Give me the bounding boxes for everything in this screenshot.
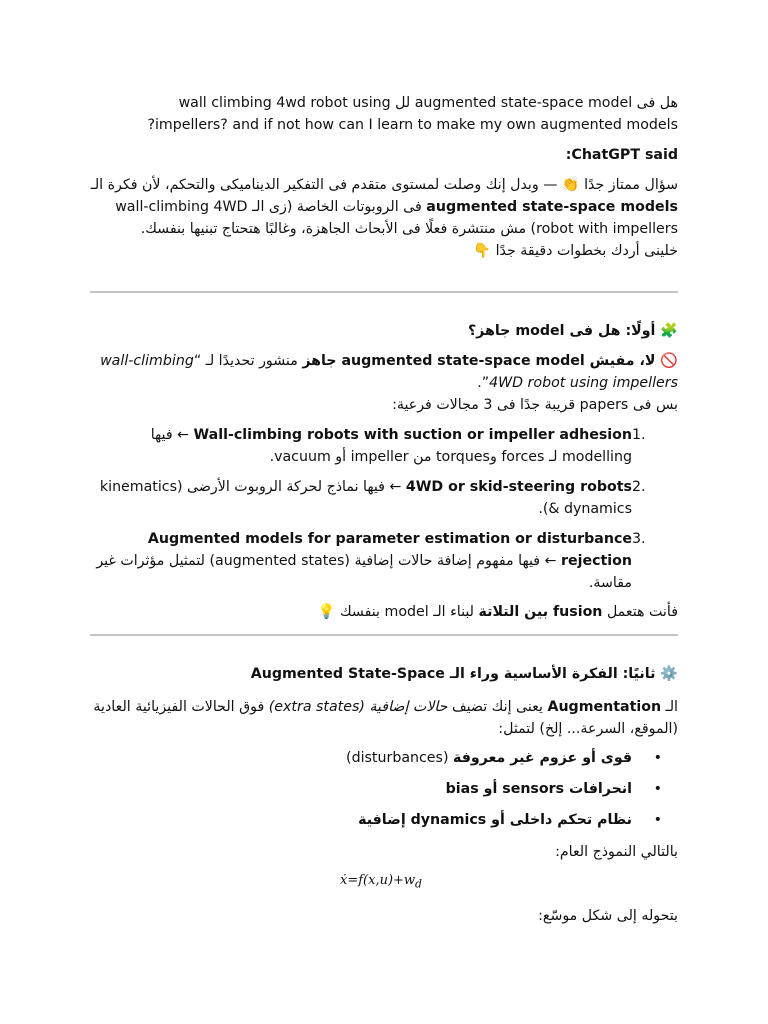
intro-text-2: فى الروبوتات الخاصة (زى الـ wall-climbing 4WD robot with impellers) مش منتشرة فعلًا فى الأبحاث الجاهزة، وغالبًا هتحتاج تبنيها بنفسك.	[115, 199, 678, 237]
item-text: ← فيها نماذج لحركة الروبوت الأرضى (kinematics & dynamics).	[99, 479, 632, 517]
item-bold: Augmented models for parameter estimation or disturbance rejection	[147, 531, 632, 569]
bullet-bold: انحرافات sensors أو bias	[445, 781, 632, 797]
conclusion-post: لبناء الـ model بنفسك 💡	[317, 604, 475, 620]
intro-bold-term: augmented state-space models	[426, 199, 678, 215]
equation-subscript: d	[415, 877, 422, 891]
item-number: 2.	[632, 479, 646, 495]
list-item	[90, 778, 678, 800]
item-bold: 4WD or skid-steering robots	[405, 479, 632, 495]
general-model-label: بالتالي النموذج العام:	[555, 844, 678, 860]
aug-italic: حالات إضافية (extra states)	[268, 699, 448, 715]
section-heading-1: 🧩 أولًا: هل فى model جاهز؟	[467, 323, 678, 339]
aug-post: فوق الحالات الفيزيائية العادية (الموقع، السرعة... إلخ) لتمثل:	[93, 699, 678, 737]
bullet-icon: •	[653, 750, 662, 766]
model-answer	[90, 350, 678, 416]
item-bold: Wall-climbing robots with suction or impeller adhesion	[193, 427, 632, 443]
list-item	[90, 476, 678, 520]
bullet-icon: •	[653, 781, 662, 797]
conclusion-line	[90, 601, 678, 623]
bullet-text: (disturbances)	[346, 750, 449, 766]
list-item	[90, 747, 678, 769]
divider	[90, 634, 678, 636]
aug-mid: يعنى إنك تضيف	[451, 699, 543, 715]
item-text: ← فيها modelling لـ forces وtorques من impeller أو vacuum.	[150, 427, 632, 465]
bullet-bold: قوى أو عزوم غير معروفة	[453, 750, 632, 766]
aug-pre: الـ	[665, 699, 678, 715]
divider	[90, 291, 678, 293]
item-number: 1.	[632, 427, 646, 443]
question-line-2: impellers? and if not how can I learn to make my own augmented models?	[147, 117, 678, 133]
intro-paragraph	[90, 174, 678, 262]
answer-bold: 🚫 لا، مفيش augmented state-space model جاهز	[302, 353, 678, 369]
answer-italic: wall-climbing 4WD robot using impellers	[100, 353, 678, 391]
conclusion-pre: فأنت هتعمل	[606, 604, 678, 620]
list-item	[90, 809, 678, 831]
item-number: 3.	[632, 531, 646, 547]
intro-text-1: سؤال ممتاز جدًا 👏 — وبدل إنك وصلت لمستوى متقدم فى التفكير الديناميكى والتحكم، لأن فكرة الـ	[90, 177, 678, 193]
bullet-icon: •	[653, 812, 662, 828]
intro-text-3: خلينى أردك بخطوات دقيقة جدًا 👇	[473, 243, 678, 259]
section-heading-2: ⚙️ ثانيًا: الفكرة الأساسية وراء الـ Augmented State-Space	[250, 666, 678, 682]
speaker-label: ChatGPT said:	[565, 147, 678, 163]
equation-body: ẋ=f(x,u)+w	[340, 873, 416, 888]
list-item	[90, 424, 678, 468]
item-text: ← فيها مفهوم إضافة حالات إضافية (augmented states) لتمثيل مؤثرات غير مقاسة.	[96, 553, 632, 591]
conclusion-bold: fusion بين التلاتة	[478, 604, 603, 620]
augmentation-paragraph	[90, 696, 678, 740]
answer-text: منشور تحديدًا لـ “	[193, 353, 298, 369]
user-question	[90, 92, 678, 136]
bullet-bold: نظام تحكم داخلى أو dynamics إضافية	[358, 812, 632, 828]
expanded-form-label: بتحوله إلى شكل موسّع:	[538, 908, 678, 924]
answer-close: ”.	[477, 375, 490, 391]
papers-line: بس فى papers قريبة جدًا فى 3 مجالات فرعية:	[392, 397, 678, 413]
list-item	[90, 528, 678, 594]
equation	[340, 873, 510, 891]
aug-bold: Augmentation	[547, 699, 662, 715]
question-line-1: هل فى augmented state-space model لل wall climbing 4wd robot using	[178, 95, 678, 111]
